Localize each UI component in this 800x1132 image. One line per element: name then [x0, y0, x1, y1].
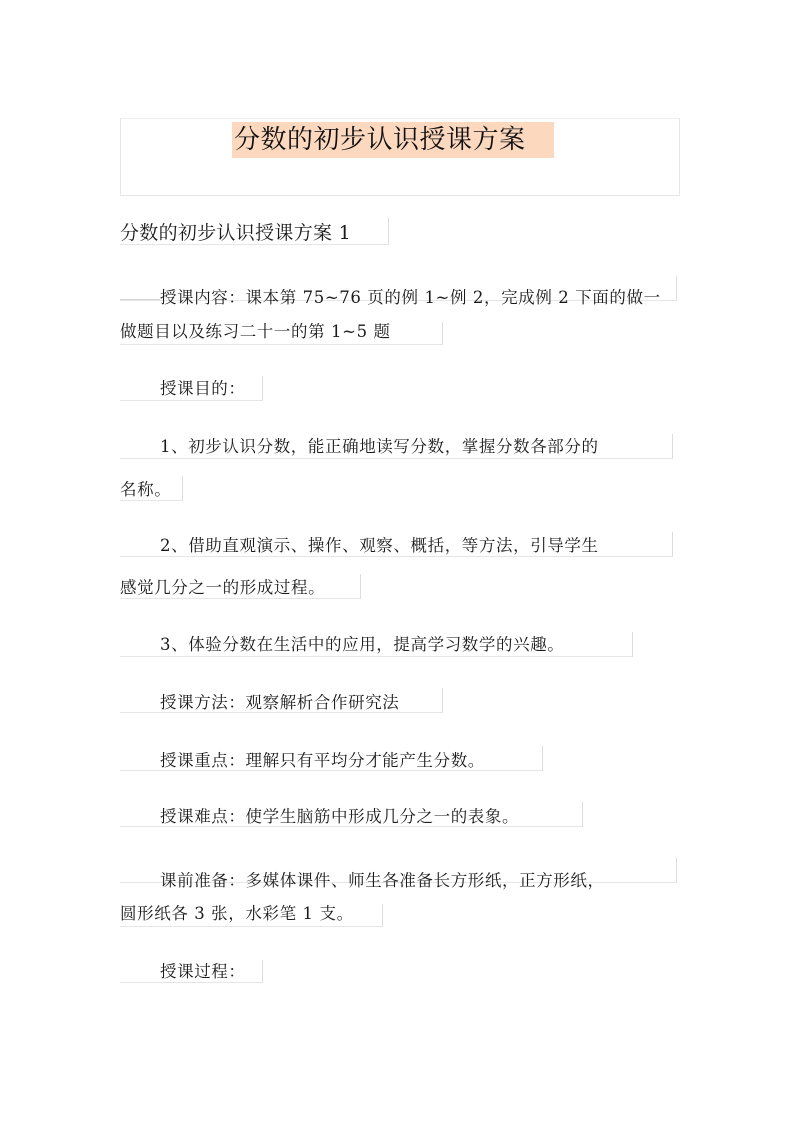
content-line-2: 做题目以及练习二十一的第 1~5 题: [120, 322, 391, 341]
document-title: 分数的初步认识授课方案: [232, 122, 554, 158]
goal-1-line-2: 名称。: [120, 480, 172, 499]
preparation-line-1: 课前准备：多媒体课件、师生各准备长方形纸，正方形纸，: [160, 871, 605, 890]
content-line-1: 授课内容：课本第 75~76 页的例 1~例 2，完成例 2 下面的做一: [160, 288, 661, 307]
preparation-line-2: 圆形纸各 3 张，水彩笔 1 支。: [120, 904, 354, 923]
goal-2-line-2: 感觉几分之一的形成过程。: [120, 578, 326, 597]
teaching-key-point: 授课重点：理解只有平均分才能产生分数。: [160, 751, 485, 770]
teaching-method: 授课方法：观察解析合作研究法: [160, 693, 400, 712]
teaching-difficulty: 授课难点：使学生脑筋中形成几分之一的表象。: [160, 807, 520, 826]
goal-heading: 授课目的：: [160, 379, 246, 398]
goal-1-line-1: 1、初步认识分数，能正确地读写分数，掌握分数各部分的: [160, 437, 599, 456]
goal-2-line-1: 2、借助直观演示、操作、观察、概括，等方法，引导学生: [160, 536, 599, 555]
process-heading: 授课过程：: [160, 962, 246, 981]
section-subtitle: 分数的初步认识授课方案 1: [120, 222, 352, 244]
goal-3: 3、体验分数在生活中的应用，提高学习数学的兴趣。: [160, 635, 565, 654]
